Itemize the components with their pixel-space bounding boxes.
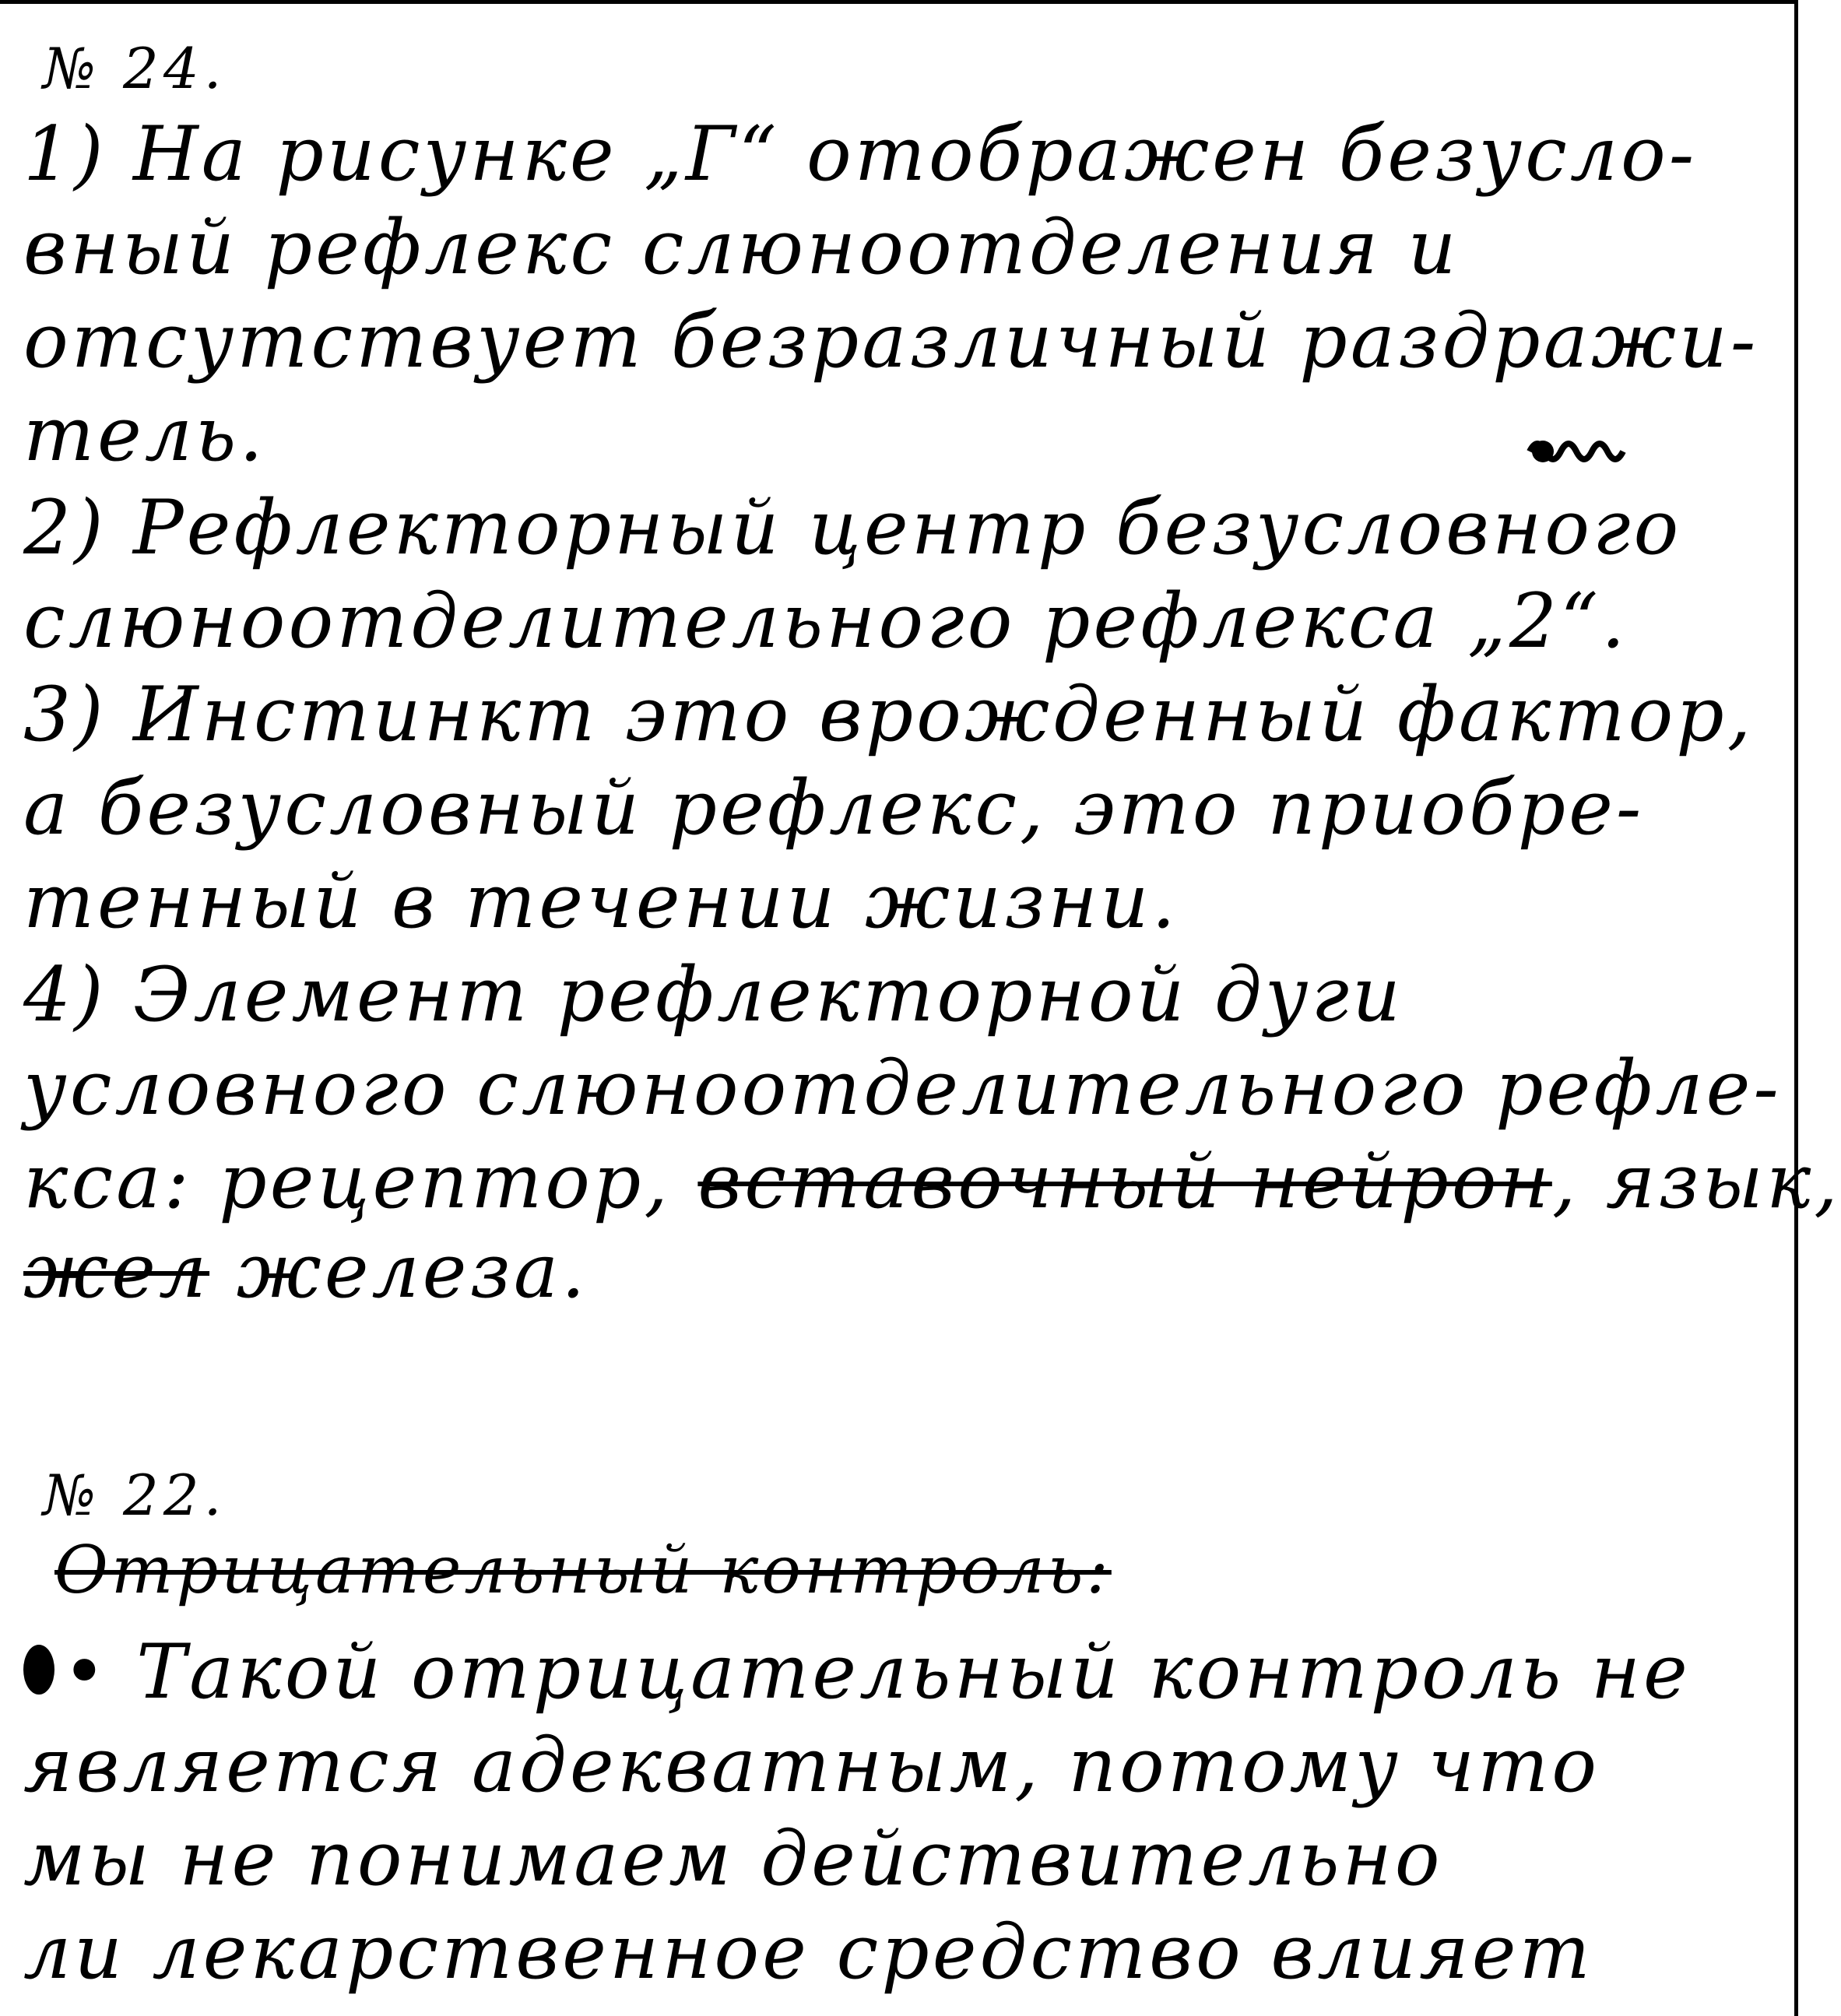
task-24-line-7: 3) Инстинкт это врожденный фактор, bbox=[23, 671, 1755, 758]
ink-scribble-mark bbox=[1526, 432, 1627, 471]
task-24-line-4: тель. bbox=[23, 391, 266, 478]
line-13-after: железа. bbox=[209, 1228, 588, 1315]
task-22-line-4: ли лекарственное средство влияет bbox=[23, 1909, 1593, 1996]
task-24-line-5: 2) Рефлекторный центр безусловного bbox=[23, 484, 1682, 571]
task-22-line-2: является адекватным, потому что bbox=[23, 1722, 1600, 1809]
task-24-line-3: отсутствует безразличный раздражи- bbox=[23, 297, 1759, 385]
task-24-line-11: условного слюноотделительного рефле- bbox=[23, 1045, 1782, 1132]
top-border bbox=[0, 0, 1798, 4]
task-24-heading: № 24. bbox=[43, 36, 227, 101]
task-24-line-12 bbox=[23, 1138, 1841, 1225]
task-24-line-6: слюноотделительного рефлекса „2“. bbox=[23, 578, 1628, 665]
task-24-line-8: а безусловный рефлекс, это приобре- bbox=[23, 764, 1645, 852]
line-12-after: , язык, bbox=[1551, 1138, 1841, 1225]
task-22-heading: № 22. bbox=[43, 1463, 227, 1528]
struck-text: вставочный нейрон bbox=[697, 1138, 1552, 1225]
task-24-line-1: 1) На рисунке „Г“ отображен безусло- bbox=[23, 111, 1698, 198]
right-border bbox=[1794, 0, 1798, 2016]
struck-word: жел bbox=[23, 1228, 210, 1315]
line-12-before: кса: рецептор, bbox=[23, 1138, 698, 1225]
task-24-line-10: 4) Элемент рефлекторной дуги bbox=[23, 951, 1404, 1038]
task-24-line-9: тенный в течении жизни. bbox=[23, 858, 1179, 945]
task-22-line-1: • Такой отрицательный контроль не bbox=[62, 1628, 1691, 1716]
task-22-line-3: мы не понимаем действительно bbox=[23, 1815, 1443, 1902]
task-24-line-13 bbox=[23, 1228, 588, 1315]
ink-blot-mark bbox=[16, 1638, 62, 1701]
task-24-line-2: вный рефлекс слюноотделения и bbox=[23, 204, 1460, 291]
task-22-struck-heading: Отрицательный контроль: bbox=[54, 1532, 1112, 1608]
